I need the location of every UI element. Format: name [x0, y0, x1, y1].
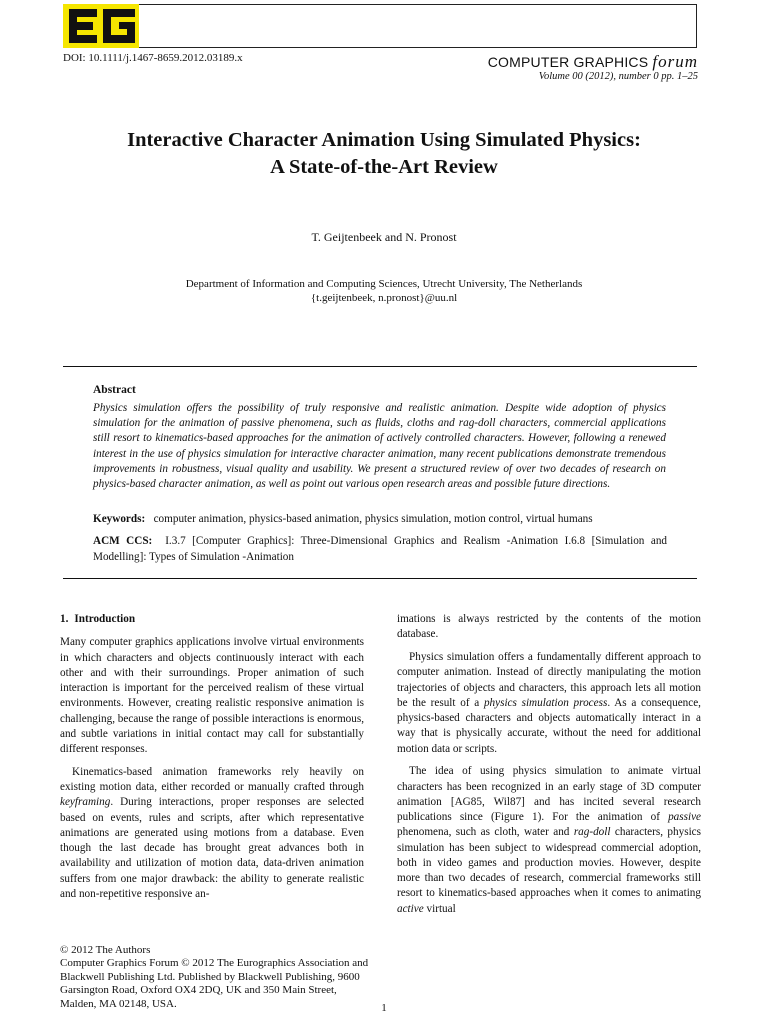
eurographics-logo: [63, 4, 139, 48]
text-run: The idea of using physics simulation to animate virtual characters has been recognized in an early stage of 3D computer animation [AG85, Wil87] and has incited several research publications since (Figure 1). For the animation of: [397, 765, 701, 823]
copyright-publisher: Computer Graphics Forum © 2012 The Eurographics Association and Blackwell Publishing Ltd. Published by Blackwell Publishing, 9600 Garsington Road, Oxford OX4 2DQ, UK and 350 Main Street, Malden, MA 02148, USA.: [60, 957, 369, 1010]
emphasis-text: passive: [668, 811, 701, 823]
paper-title-line-1: Interactive Character Animation Using Simulated Physics:: [127, 129, 641, 151]
right-column: [397, 612, 701, 924]
acm-text: I.3.7 [Computer Graphics]: Three-Dimensional Graphics and Realism -Animation I.6.8 [Simulation and Modelling]: Types of Simulation -Animation: [93, 535, 668, 563]
intro-paragraph-4: [397, 764, 701, 917]
emphasis-text: physics simulation process: [483, 696, 608, 709]
keywords-text: computer animation, physics-based animation, physics simulation, motion control, virtual humans: [153, 513, 593, 525]
intro-paragraph-2-continued: imations is always restricted by the contents of the motion database.: [397, 613, 701, 641]
text-run: characters, physics simulation has been subject to widespread commercial adoption, both in video games and production movies. However, despite more than two decades of research, commercial frameworks still resort to kinematics-based approaches when it comes to animating: [397, 826, 701, 900]
page-number: 1: [381, 1002, 387, 1014]
journal-name: [488, 52, 698, 72]
emphasis-text: active: [397, 902, 424, 915]
intro-paragraph-3: [397, 650, 701, 757]
abstract-top-rule: [63, 366, 697, 367]
abstract-bottom-rule: [63, 578, 697, 579]
intro-paragraph-2: [60, 765, 364, 902]
abstract-body: Physics simulation offers the possibility of truly responsive and realistic animation. Despite wide adoption of physics simulation for the animation of passive phenomena, such as fluids, cloths and rag-doll characters, commercial applications still resort to kinematics-based approaches for the animation of actively controlled characters. However, following a renewed interest in the use of physics simulation for interactive character animation, many recent publications demonstrate tremendous improvements in robustness, visual quality and usability. We present a structured review of over two decades of research on physics-based character animation, as well as point out various open research areas and possible future directions.: [93, 402, 666, 491]
text-run: Kinematics-based animation frameworks rely heavily on existing motion data, either recorded or manually crafted through: [60, 765, 364, 793]
volume-info: Volume 00 (2012), number 0 pp. 1–25: [538, 71, 698, 82]
journal-name-main: COMPUTER GRAPHICS: [487, 54, 649, 70]
section-title: Introduction: [74, 613, 136, 625]
text-run: virtual: [423, 902, 456, 915]
acm-label: ACM CCS:: [93, 535, 153, 547]
keywords-label: Keywords:: [93, 513, 146, 525]
doi-text: DOI: 10.1111/j.1467-8659.2012.03189.x: [63, 52, 243, 64]
header-frame: [63, 4, 697, 48]
section-heading: [60, 612, 364, 627]
text-run: Physics simulation offers a fundamentally different approach to computer animation. Instead of directly manipulating the motion trajectories of objects and characters, this approach lets all motion be the result of a: [397, 651, 701, 709]
keywords: [93, 513, 683, 525]
copyright-authors: © 2012 The Authors: [60, 944, 151, 956]
intro-paragraph-1: Many computer graphics applications involve virtual environments in which characters and objects continuously interact with each other and with their surroundings. Proper animation of such interaction is important for the perceived realism of these virtual environments. However, creating realistic responsive animation is challenging, because the range of possible interactions is enormous, and subtle variations in initial contact may call for substantially different responses.: [60, 636, 364, 755]
left-column: [60, 612, 364, 910]
affiliation-department: Department of Information and Computing Sciences, Utrecht University, The Netherlands: [185, 278, 583, 290]
copyright-footer: [60, 944, 370, 1011]
emphasis-text: keyframing: [60, 796, 111, 809]
text-run: . During interactions, proper responses are selected based on events, rules and scripts, after which representative animations are generated using motions from a database. Even though the last decade has brought great advances both in availability and utilization of motion data, data-driven animation suffers from one major drawback: the ability to generate realistic and non-repetitive responsive an-: [60, 796, 364, 900]
paper-title: [0, 127, 768, 181]
affiliation: [0, 277, 768, 305]
section-number: 1.: [60, 613, 69, 625]
emphasis-text: rag-doll: [573, 826, 611, 839]
journal-name-forum: forum: [652, 52, 698, 71]
authors: T. Geijtenbeek and N. Pronost: [311, 230, 457, 244]
paper-title-line-2: A State-of-the-Art Review: [270, 156, 498, 178]
acm-ccs: [93, 534, 667, 565]
abstract-heading: Abstract: [93, 384, 136, 396]
text-run: phenomena, such as cloth, water and: [397, 826, 574, 839]
affiliation-emails: {t.geijtenbeek, n.pronost}@uu.nl: [310, 292, 458, 304]
text-run: . As a consequence, physics-based characters and objects automatically interact in a way that is physically accurate, without the need for additional motion data or scripts.: [397, 696, 701, 755]
